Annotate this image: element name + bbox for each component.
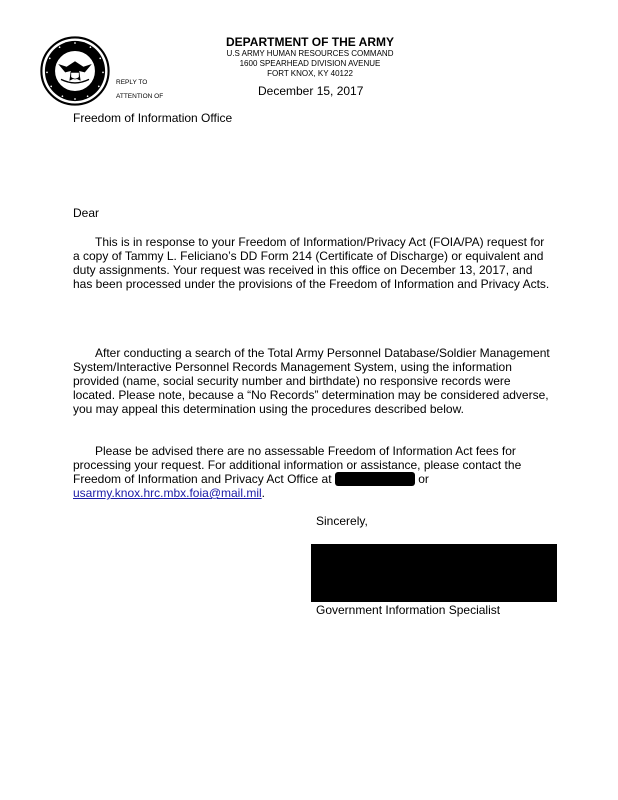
letter-date: December 15, 2017 xyxy=(258,84,364,98)
salutation: Dear xyxy=(73,206,100,220)
recipient: Freedom of Information Office xyxy=(73,111,233,125)
foia-email-link[interactable]: usarmy.knox.hrc.mbx.foia@mail.mil xyxy=(73,486,262,500)
signature-title: Government Information Specialist xyxy=(316,603,501,617)
paragraph-request: This is in response to your Freedom of Information/Privacy Act (FOIA/PA) request for a copy of Tammy L. Feliciano’s DD Form 214 (Certificate of Discharge) or equivalent and duty assignments. Your request was received in this office on December 13, 2017, and has been processed under the provisions of the Freedom of Information and Privacy Acts. xyxy=(73,235,550,291)
attention-of-label: ATTENTION OF xyxy=(116,93,164,100)
reply-to-label: REPLY TO xyxy=(116,79,148,86)
city-address: FORT KNOX, KY 40122 xyxy=(267,69,353,78)
command-name: U.S ARMY HUMAN RESOURCES COMMAND xyxy=(226,49,394,58)
paragraph-search-results: After conducting a search of the Total Army Personnel Database/Soldier Management System/Interactive Personnel Records Management System, using the information provided (name, social security number and birthdate) no responsive records were located. Please note, because a “No Records” determination may be considered adverse, you may appeal this determination using the procedures described below. xyxy=(73,346,550,416)
department-title: DEPARTMENT OF THE ARMY xyxy=(226,35,394,49)
letterhead xyxy=(200,36,420,79)
redacted-signature xyxy=(311,544,557,602)
paragraph-fees-contact xyxy=(73,444,553,500)
street-address: 1600 SPEARHEAD DIVISION AVENUE xyxy=(239,59,381,68)
or-text: or xyxy=(414,472,429,486)
period-text: . xyxy=(261,486,266,500)
redacted-phone xyxy=(335,472,415,486)
reply-to-block xyxy=(116,76,163,104)
department-of-defense-seal xyxy=(40,36,110,106)
closing: Sincerely, xyxy=(316,514,368,528)
fees-contact-text: Please be advised there are no assessable Freedom of Information Act fees for processing your request. For additional information or assistance, please contact the Freedom of Information and Privacy Act Office at xyxy=(73,444,522,486)
